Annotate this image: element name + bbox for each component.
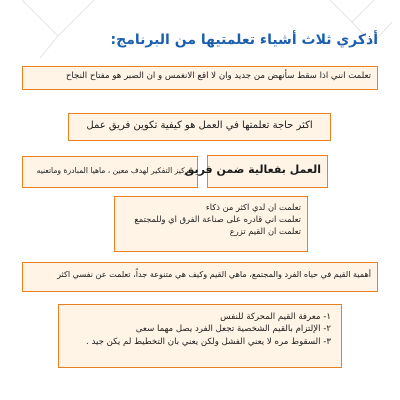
answer-line: اكثر حاجة تعلمتها في العمل هو كيفية تكوين فريق عمل — [86, 120, 313, 131]
answer-line: تعلمت انني اذا سقط سأنهض من جديد وان لا اقع الانغمس و ان الصبر هو مفتاح النجاح — [65, 71, 371, 81]
answer-line: ٣- السقوط مره لا يعني الفشل ولكن يعني بان التخطيط لم يكن جيد . — [86, 336, 331, 347]
answer-line: أهمية القيم في حياه الفرد والمجتمع، ماهي القيم وكيف هي متنوعة جداً، تعلمت عن نفسي اكثر — [57, 269, 371, 279]
answer-line: ١- معرفة القيم المحركة للنفس — [220, 312, 331, 322]
answer-line: تركيز التفكير لهدف معين ، ماهيا المبادرة وماتعنيه — [36, 166, 191, 175]
answer-card-4 — [184, 155, 328, 188]
answer-card-6 — [22, 262, 378, 292]
answer-card-2 — [68, 113, 331, 141]
decorative-corner-lines — [0, 0, 400, 60]
page-heading: أذكري ثلاث أشياء تعلمتيها من البرنامج: — [110, 32, 378, 48]
answer-line: تعلمت ان لدي اكثر من ذكاء — [205, 202, 301, 212]
answer-card-7 — [58, 304, 342, 368]
answer-line: العمل بفعالية ضمن فريق — [184, 163, 321, 176]
answer-line: ٢- الإلتزام بالقيم الشخصية تجعل الفرد يصل مهما سعى — [135, 324, 331, 335]
answer-card-3 — [22, 156, 198, 188]
answer-line: تعلمت اني قادره على صناعة الفرق اي وللمجتمع — [134, 214, 301, 225]
answer-card-1 — [22, 66, 378, 90]
answer-card-5 — [114, 196, 308, 252]
answer-line: تعلمت ان القيم تزرع — [229, 226, 301, 237]
